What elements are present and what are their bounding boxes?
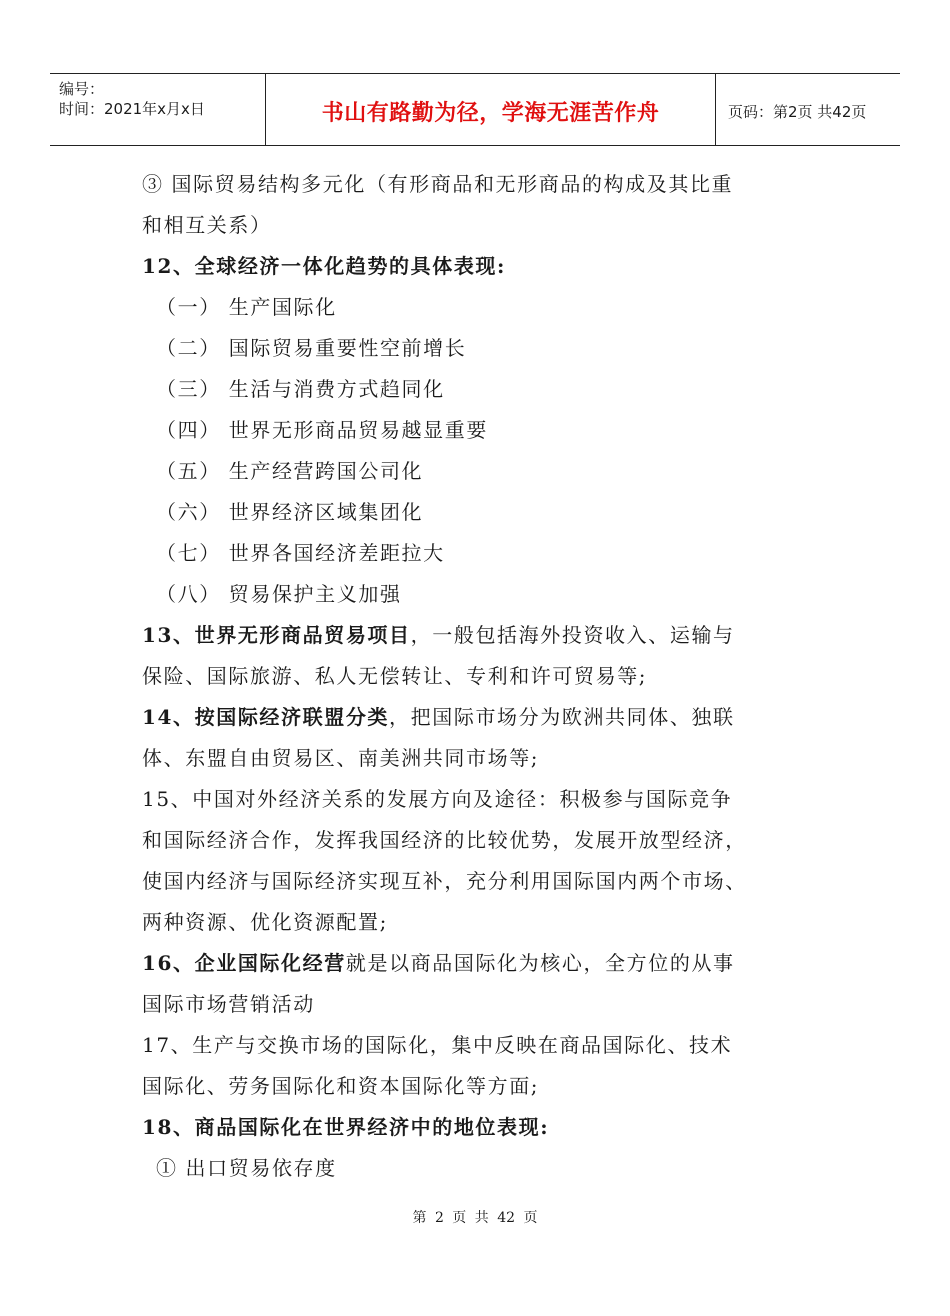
list-item: ① 出口贸易依存度 [156, 1156, 337, 1180]
body-line [142, 615, 735, 655]
header-meta-cell [50, 74, 266, 145]
list-item: （八） 贸易保护主义加强 [156, 582, 402, 606]
body-line: 和国际经济合作，发挥我国经济的比较优势，发展开放型经济， [142, 828, 747, 852]
document-time-label: 时间：2021年x月x日 [59, 100, 205, 118]
section-heading: 18、商品国际化在世界经济中的地位表现: [142, 1115, 550, 1139]
body-text: 就是以商品国际化为核心，全方位的从事 [345, 951, 735, 975]
body-line: 保险、国际旅游、私人无偿转让、专利和许可贸易等; [142, 664, 648, 688]
body-line: 和相互关系） [142, 213, 272, 237]
section-heading: 16、企业国际化经营 [142, 951, 346, 975]
body-text: ，把国际市场分为欧洲共同体、独联 [389, 705, 735, 729]
list-item: （二） 国际贸易重要性空前增长 [156, 336, 467, 360]
body-line [142, 697, 735, 737]
header-motto: 书山有路勤为径，学海无涯苦作舟 [321, 101, 660, 126]
body-line: 17、生产与交换市场的国际化，集中反映在商品国际化、技术 [142, 1033, 733, 1057]
header-page-cell [716, 74, 900, 145]
body-line: 两种资源、优化资源配置; [142, 910, 388, 934]
list-item: （五） 生产经营跨国公司化 [156, 459, 424, 483]
document-number-label: 编号： [59, 80, 105, 98]
section-heading: 14、按国际经济联盟分类 [142, 705, 390, 729]
body-line [142, 943, 735, 983]
body-line: 国际化、劳务国际化和资本国际化等方面; [142, 1074, 540, 1098]
body-line: 国际市场营销活动 [142, 992, 315, 1016]
header-motto-cell [266, 74, 716, 145]
page-footer: 第 2 页 共 42 页 [412, 1210, 538, 1226]
body-line: 体、东盟自由贸易区、南美洲共同市场等; [142, 746, 540, 770]
body-text: ，一般包括海外投资收入、运输与 [410, 623, 735, 647]
list-item: （四） 世界无形商品贸易越显重要 [156, 418, 488, 442]
document-header [50, 73, 900, 146]
body-line: 使国内经济与国际经济实现互补，充分利用国际国内两个市场、 [142, 869, 747, 893]
section-heading: 12、全球经济一体化趋势的具体表现: [142, 254, 507, 278]
body-line: ③ 国际贸易结构多元化（有形商品和无形商品的构成及其比重 [142, 172, 734, 196]
list-item: （六） 世界经济区域集团化 [156, 500, 424, 524]
list-item: （一） 生产国际化 [156, 295, 337, 319]
list-item: （七） 世界各国经济差距拉大 [156, 541, 445, 565]
list-item: （三） 生活与消费方式趋同化 [156, 377, 445, 401]
section-heading: 13、世界无形商品贸易项目 [142, 623, 411, 647]
header-page-number: 页码：第2页 共42页 [728, 103, 867, 121]
body-line: 15、中国对外经济关系的发展方向及途径：积极参与国际竞争 [142, 787, 733, 811]
